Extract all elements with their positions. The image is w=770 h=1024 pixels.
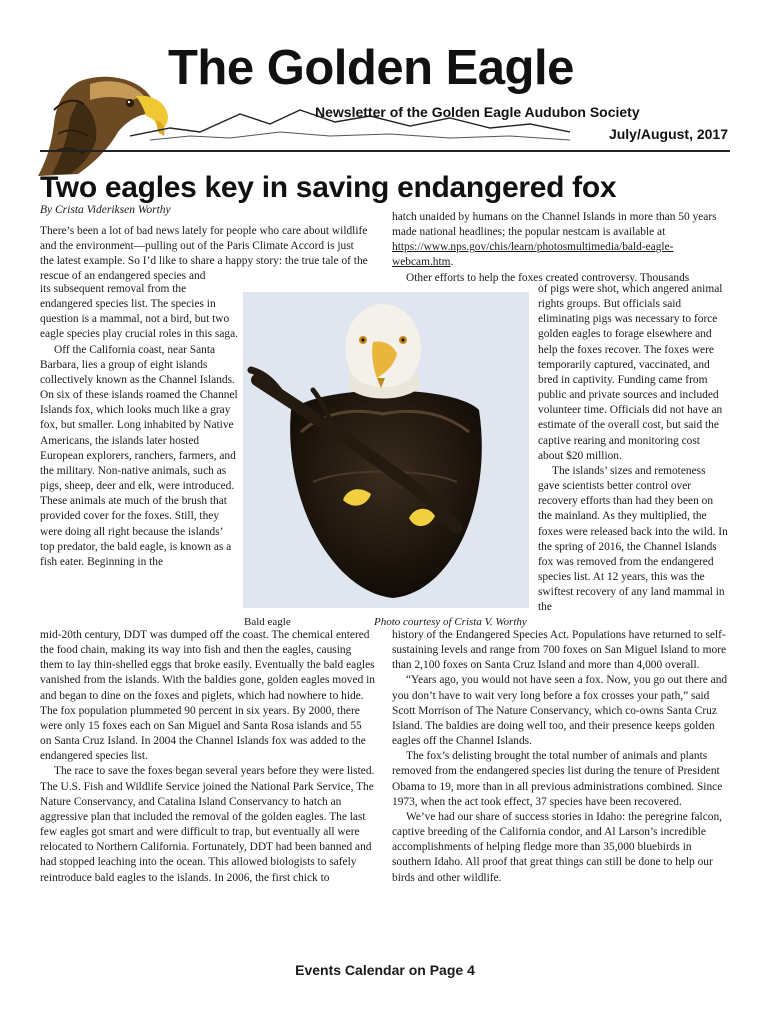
bald-eagle-illustration — [243, 292, 529, 608]
paragraph: We’ve had our share of success stories in Idaho: the peregrine falcon, captive breeding of the California condor, and Al Larson’s incredible accomplishments of helping fledge more than 35,000 bluebirds in southern Idaho. All proof that great things can still be done to help our birds and other wildlife. — [392, 810, 723, 884]
bald-eagle-photo — [243, 292, 529, 608]
nestcam-link[interactable]: https://www.nps.gov/chis/learn/photosmultimedia/bald-eagle-webcam.htm — [392, 241, 674, 269]
article-byline: By Crista Videriksen Worthy — [40, 204, 171, 216]
paragraph: The fox’s delisting brought the total number of animals and plants removed from the endangered species list during the tenure of President Obama to 19, more than in all previous administrations combined. Since 1973, when the act took effect, 37 species have been recovered. — [392, 750, 723, 808]
article-column-right-top — [392, 210, 728, 286]
paragraph: its subsequent removal from the endangered species list. The species in question is a mammal, not a bird, but two eagle species play crucial roles in this saga. — [40, 283, 238, 341]
photo-caption: Bald eagle — [244, 616, 291, 628]
article-headline: Two eagles key in saving endangered fox — [40, 171, 617, 204]
paragraph: “Years ago, you would not have seen a fox. Now, you go out there and you don’t have to wait very long before a fox crosses your path,” said Scott Morrison of The Nature Conservancy, which co-owns Santa Cruz Island. The baldies are doing well too, and their presence keeps golden eagles off the Channel Islands. — [392, 674, 728, 748]
article-column-left-narrow — [40, 282, 238, 570]
paragraph: The islands’ sizes and remoteness gave scientists better control over recovery efforts than had they been on the mainland. As they multiplied, the foxes were released back into the wild. In the spring of 2016, the Channel Islands fox was removed from the endangered species list. At 12 years, this was the swiftest recovery of any land mammal in the — [538, 464, 728, 614]
paragraph: The race to save the foxes began several years before they were listed. The U.S. Fish and Wildlife Service joined the National Park Service, The Nature Conservancy, and Catalina Island Conservancy to hatch an aggressive plan that included the removal of the golden eagles. The last few eagles got smart and were difficult to trap, but eventually all were relocated to Northern California. Fortunately, DDT had been banned and had stopped leaching into the ocean. This allowed biologists to safely reintroduce bald eagles to the islands. In 2006, the first chick to — [40, 765, 375, 884]
paragraph: There’s been a lot of bad news lately for people who care about wildlife and the environment—pulling out of the Paris Climate Accord is just the latest example. So I’d like to share a happy story: the true tale of the rescue of an endangered species and — [40, 225, 368, 283]
masthead — [0, 0, 770, 170]
newsletter-title: The Golden Eagle — [168, 41, 574, 95]
masthead-divider — [40, 150, 730, 152]
issue-date: July/August, 2017 — [608, 126, 728, 142]
paragraph: Off the California coast, near Santa Barbara, lies a group of eight islands collectively known as the Channel Islands. On six of these islands roamed the Channel Islands fox, which looks much like a gray fox, but smaller. Long inhabited by Native Americans, the islands later hosted European explorers, ranchers, farmers, and the military. Non-native animals, such as pigs, sheep, deer and elk, were introduced. These animals ate much of the brush that provided cover for the foxes. Still, they were doing all right because the islands’ top predator, the bald eagle, is known as a fish eater. Beginning in the — [40, 343, 238, 568]
newsletter-subtitle: Newsletter of the Golden Eagle Audubon Society — [315, 104, 640, 120]
paragraph-text: hatch unaided by humans on the Channel Islands in more than 50 years made national headlines; the popular nestcam is available at — [392, 211, 717, 239]
paragraph-end: . — [450, 256, 454, 269]
paragraph: of pigs were shot, which angered animal rights groups. But officials said eliminating pigs was necessary to force golden eagles to forage elsewhere and help the foxes recover. The foxes were temporarily captured, vaccinated, and bred in captivity. Funding came from public and private sources and included volunteer time. Officials did not have an estimate of the overall cost, but said the captive rearing and monitoring cost about $20 million. — [538, 283, 723, 462]
paragraph: history of the Endangered Species Act. Populations have returned to self-sustaining levels and range from 700 foxes on San Miguel Island to more than 2,100 foxes on Santa Cruz Island and more than 4,000 overall. — [392, 629, 727, 672]
article-column-left-bottom — [40, 628, 375, 886]
events-calendar-notice: Events Calendar on Page 4 — [295, 962, 475, 978]
photo-credit: Photo courtesy of Crista V. Worthy — [374, 616, 527, 628]
paragraph: Other efforts to help the foxes created controversy. Thousands — [406, 271, 690, 284]
article-column-right-narrow — [538, 282, 728, 615]
paragraph: mid-20th century, DDT was dumped off the coast. The chemical entered the food chain, making its way into fish and then the eagles, causing them to lay thin-shelled eggs that broke easily. Eventually the bald eagles vanished from the islands. With the baldies gone, golden eagles moved in and began to dine on the foxes and piglets, which had nowhere to hide. The fox population plummeted 90 percent in six years. By 2000, there were only 15 foxes each on San Miguel and Santa Rosa islands and 55 on Santa Cruz Island. In 2004 the Channel Islands fox was added to the endangered species list. — [40, 629, 375, 763]
paragraph — [392, 210, 728, 271]
article-column-left-top — [40, 224, 370, 285]
article-column-right-bottom — [392, 628, 728, 886]
